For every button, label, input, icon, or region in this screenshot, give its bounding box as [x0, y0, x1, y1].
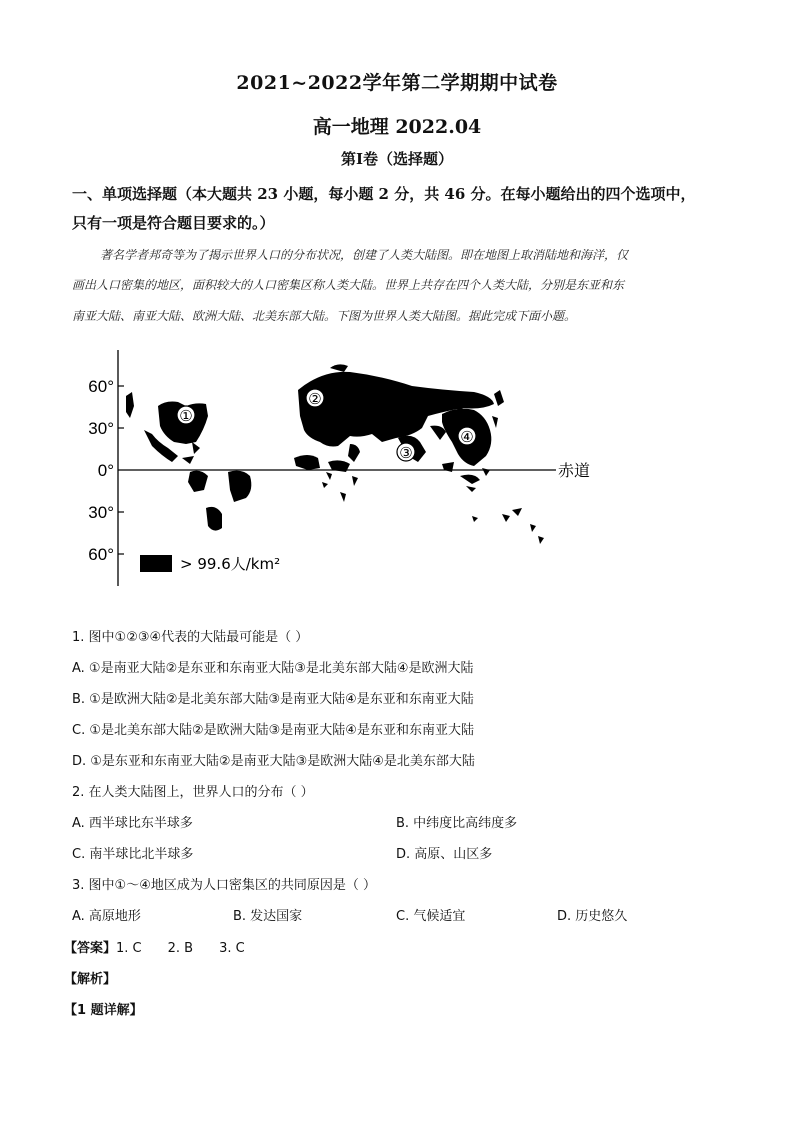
answer-1: 1. C — [116, 941, 142, 956]
question-1-stem: 1. 图中①②③④代表的大陆最可能是（ ） — [72, 630, 309, 645]
marker-4: ④ — [460, 428, 474, 446]
legend-label: > 99.6人/km² — [180, 555, 281, 573]
volume-title: 第Ⅰ卷（选择题） — [340, 150, 454, 168]
question-1-option-a[interactable]: A. ①是南亚大陆②是东亚和东南亚大陆③是北美东部大陆④是欧洲大陆 — [72, 661, 474, 676]
lat-label-30s: 30° — [88, 503, 114, 522]
lat-label-30n: 30° — [88, 419, 114, 438]
question-1-option-c[interactable]: C. ①是北美东部大陆②是欧洲大陆③是南亚大陆④是东亚和东南亚大陆 — [72, 723, 474, 738]
lat-label-0: 0° — [97, 461, 114, 480]
intro-line1: 著名学者邦奇等为了揭示世界人口的分布状况，创建了人类大陆图。即在地图上取消陆地和海洋，仅 — [100, 248, 629, 262]
exam-title: 2021~2022学年第二学期期中试卷 — [236, 72, 558, 94]
detail-label: 【1 题详解】 — [64, 1003, 143, 1018]
answer-2: 2. B — [167, 941, 194, 956]
question-2-option-d[interactable]: D. 高原、山区多 — [396, 847, 493, 862]
analysis-label: 【解析】 — [64, 972, 117, 987]
exam-subtitle: 高一地理 2022.04 — [312, 116, 482, 138]
section-heading-line1: 一、单项选择题（本大题共 23 小题，每小题 2 分，共 46 分。在每小题给出的四个选项中， — [72, 185, 696, 203]
section-heading-line2: 只有一项是符合题目要求的。） — [72, 214, 275, 232]
question-3-option-c[interactable]: C. 气候适宜 — [396, 909, 466, 924]
answer-line — [64, 939, 245, 959]
human-continent-map — [82, 346, 602, 596]
question-3-option-a[interactable]: A. 高原地形 — [72, 909, 141, 924]
lat-label-60n: 60° — [88, 377, 114, 396]
marker-3: ③ — [399, 444, 413, 462]
answer-3: 3. C — [219, 941, 245, 956]
question-1-option-b[interactable]: B. ①是欧洲大陆②是北美东部大陆③是南亚大陆④是东亚和东南亚大陆 — [72, 692, 474, 707]
question-2-option-a[interactable]: A. 西半球比东半球多 — [72, 816, 193, 831]
intro-line2: 画出人口密集的地区，面积较大的人口密集区称人类大陆。世界上共存在四个人类大陆，分别是东亚和东 — [72, 278, 625, 292]
population-areas — [126, 364, 544, 544]
answer-label: 【答案】 — [64, 941, 117, 956]
legend-swatch — [140, 555, 172, 572]
question-3-stem: 3. 图中①～④地区成为人口密集区的共同原因是（ ） — [72, 878, 376, 893]
marker-2: ② — [308, 390, 322, 408]
marker-1: ① — [179, 407, 193, 425]
equator-label: 赤道 — [558, 461, 591, 480]
question-3-option-b[interactable]: B. 发达国家 — [233, 909, 303, 924]
question-2-stem: 2. 在人类大陆图上，世界人口的分布（ ） — [72, 785, 314, 800]
lat-label-60s: 60° — [88, 545, 114, 564]
question-2-option-b[interactable]: B. 中纬度比高纬度多 — [396, 816, 518, 831]
intro-line3: 南亚大陆、南亚大陆、欧洲大陆、北美东部大陆。下图为世界人类大陆图。据此完成下面小题。 — [72, 309, 577, 323]
question-2-option-c[interactable]: C. 南半球比北半球多 — [72, 847, 194, 862]
question-1-option-d[interactable]: D. ①是东亚和东南亚大陆②是南亚大陆③是欧洲大陆④是北美东部大陆 — [72, 754, 475, 769]
question-3-option-d[interactable]: D. 历史悠久 — [557, 909, 628, 924]
